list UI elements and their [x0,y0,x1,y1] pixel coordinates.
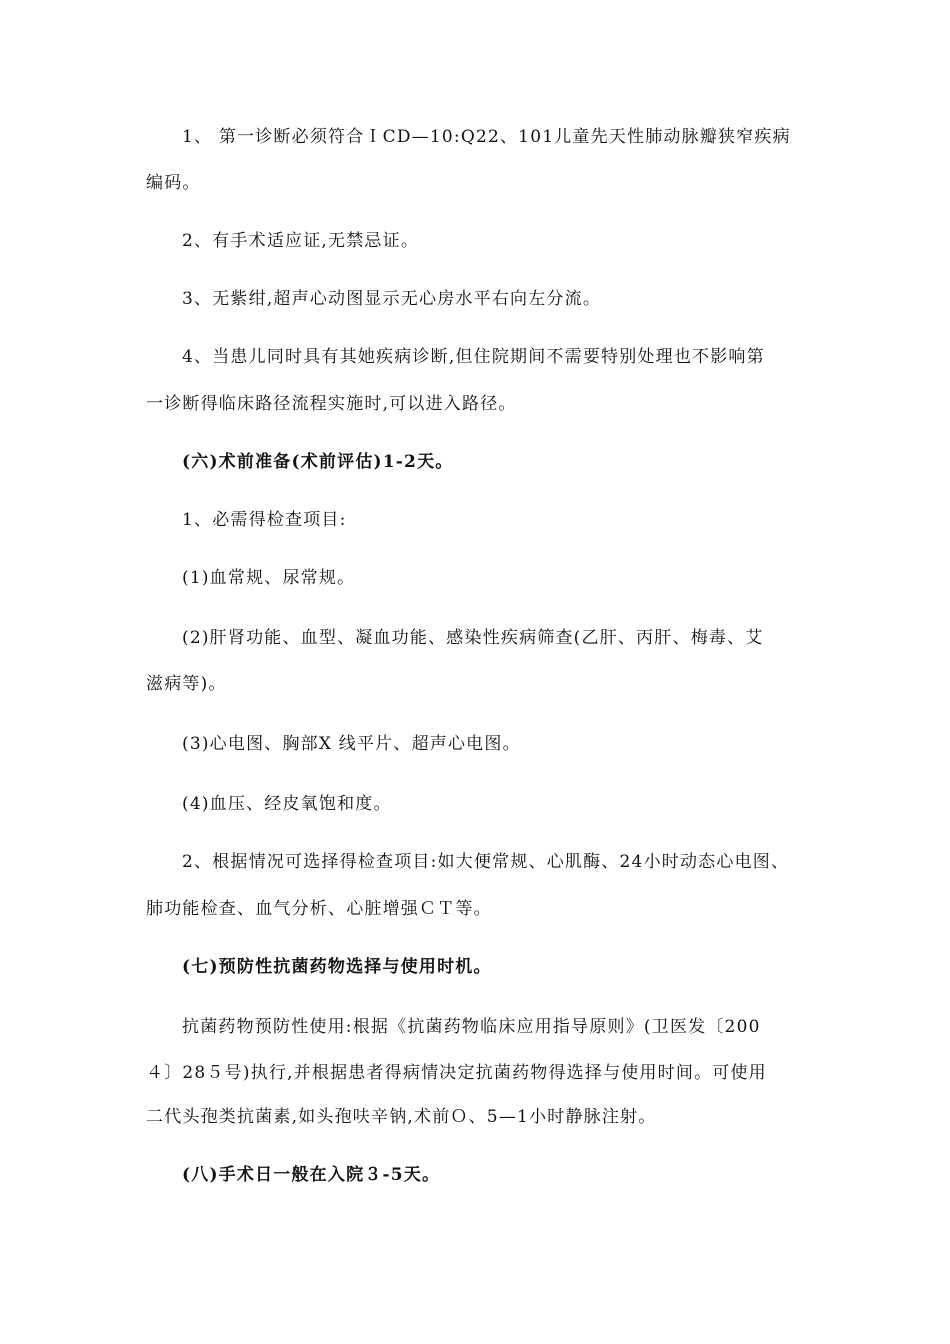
section-heading-antibiotics: (七)预防性抗菌药物选择与使用时机。 [182,957,492,977]
antibiotics-paragraph-line-2: ４〕28５号)执行,并根据患者得病情决定抗菌药物得选择与使用时间。可使用 [146,1063,767,1083]
required-tests-heading: 1、必需得检查项目: [182,510,347,530]
optional-tests-line-1: 2、根据情况可选择得检查项目:如大便常规、心肌酶、24小时动态心电图、 [182,852,790,872]
antibiotics-paragraph-line-1: 抗菌药物预防性使用:根据《抗菌药物临床应用指导原则》(卫医发〔200 [182,1017,761,1037]
section-heading-preop-prep: (六)术前准备(术前评估)1-2天。 [182,452,454,472]
required-test-1: (1)血常规、尿常规。 [182,568,356,588]
required-test-2-line-1: (2)肝肾功能、血型、凝血功能、感染性疾病筛查(乙肝、丙肝、梅毒、艾 [182,628,764,648]
inclusion-criterion-4-line-2: 一诊断得临床路径流程实施时,可以进入路径。 [146,394,517,414]
required-test-4: (4)血压、经皮氧饱和度。 [182,794,392,814]
inclusion-criterion-1-line-1: 1、 第一诊断必须符合ＩCD—10:Q22、101儿童先天性肺动脉瓣狭窄疾病 [182,127,791,147]
required-test-2-line-2: 滋病等)。 [146,674,227,694]
optional-tests-line-2: 肺功能检查、血气分析、心脏增强ＣＴ等。 [146,899,492,919]
inclusion-criterion-2: 2、有手术适应证,无禁忌证。 [182,231,420,251]
inclusion-criterion-4-line-1: 4、当患儿同时具有其她疾病诊断,但住院期间不需要特别处理也不影响第 [182,347,765,367]
inclusion-criterion-3: 3、无紫绀,超声心动图显示无心房水平右向左分流。 [182,289,602,309]
inclusion-criterion-1-line-2: 编码。 [146,173,201,193]
section-heading-surgery-day: (八)手术日一般在入院３-5天。 [182,1165,441,1185]
required-test-3: (3)心电图、胸部X 线平片、超声心电图。 [182,734,521,754]
antibiotics-paragraph-line-3: 二代头孢类抗菌素,如头孢呋辛钠,术前Ｏ、5—1小时静脉注射。 [146,1107,657,1127]
